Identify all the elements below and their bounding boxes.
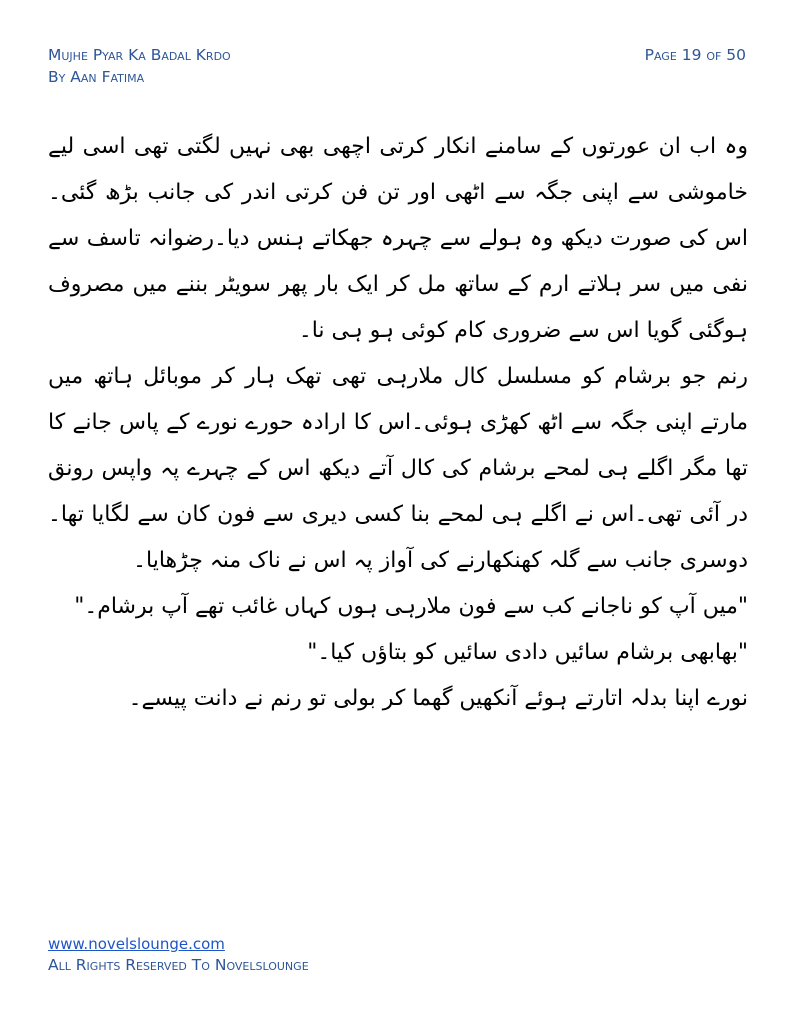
story-body (48, 124, 748, 722)
author-name: By Aan Fatima (48, 68, 145, 86)
paragraph-2: رنم جو برشام کو مسلسل کال ملارہی تھی تھک ہار کر موبائل ہاتھ میں مارتے اپنی جگہ سے اٹھ کھڑی ہوئی۔اس کا ارادہ حورے نورے کے پاس جانے کا تھا مگر اگلے ہی لمحے برشام کی کال آتے دیکھ اس کے چہرے پہ واپس رونق در آئی تھی۔اس نے اگلے ہی لمحے بنا کسی دیری سے فون کان سے لگایا تھا۔دوسری جانب سے گلہ کھنکھارنے کی آواز پہ اس نے ناک منہ چڑھایا۔ (48, 364, 748, 573)
dialogue-line-1: "میں آپ کو ناجانے کب سے فون ملارہی ہوں کہاں غائب تھے آپ برشام۔" (74, 594, 748, 619)
paragraph-1: وہ اب ان عورتوں کے سامنے انکار کرتی اچھی بھی نہیں لگتی تھی اسی لیے خاموشی سے اپنی جگہ سے اٹھی اور تن فن کرتی اندر کی جانب بڑھ گئی۔اس کی صورت دیکھ وہ ہولے سے چہرہ جھکاتے ہنس دیا۔رضوانہ تاسف سے نفی میں سر ہلاتے ارم کے ساتھ مل کر ایک بار پھر سویٹر بننے میں مصروف ہوگئی گویا اس سے ضروری کام کوئی ہو ہی نا۔ (48, 134, 748, 343)
novel-title: Mujhe Pyar Ka Badal Krdo (48, 46, 231, 64)
narration-line: نورے اپنا بدلہ اتارتے ہوئے آنکھیں گھما کر بولی تو رنم نے دانت پیسے۔ (128, 686, 748, 711)
rights-notice: All Rights Reserved To Novelslounge (48, 956, 309, 974)
dialogue-line-2: "بھابھی برشام سائیں دادی سائیں کو بتاؤں کیا۔" (307, 640, 748, 665)
website-link[interactable]: www.novelslounge.com (48, 935, 225, 953)
page-number: Page 19 of 50 (644, 46, 746, 64)
